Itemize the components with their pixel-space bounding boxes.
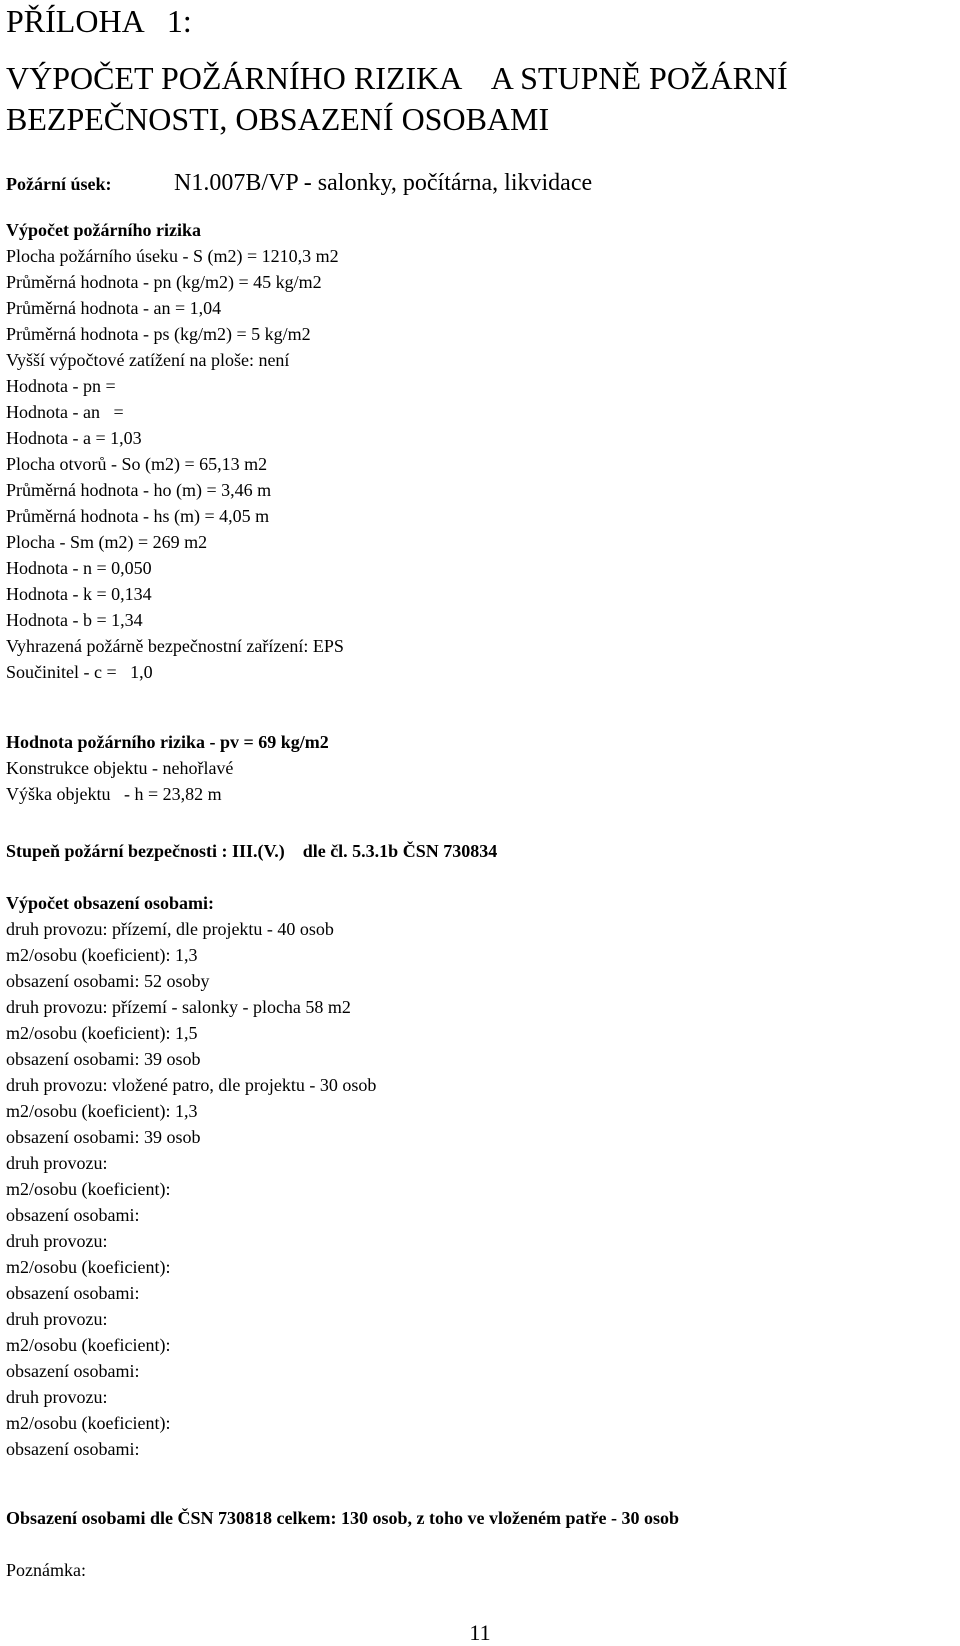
occupancy-line: obsazení osobami: 39 osob: [6, 1127, 201, 1147]
occupancy-line: druh provozu: přízemí, dle projektu - 40 osob: [6, 919, 334, 939]
risk-value: Hodnota požárního rizika - pv = 69 kg/m2: [6, 732, 329, 752]
building-height: Výška objektu - h = 23,82 m: [6, 784, 222, 804]
occupancy-line: m2/osobu (koeficient): 1,3: [6, 945, 198, 965]
risk-line: Plocha požárního úseku - S (m2) = 1210,3 m2: [6, 246, 339, 266]
risk-line: Hodnota - an =: [6, 402, 124, 422]
risk-result: [6, 729, 956, 807]
safety-degree-block: [6, 838, 956, 864]
occupancy-line: druh provozu:: [6, 1387, 108, 1407]
occupancy-line: druh provozu:: [6, 1231, 108, 1251]
fire-section-value: N1.007B/VP - salonky, počítárna, likvidace: [174, 170, 593, 196]
title-line: VÝPOČET POŽÁRNÍHO RIZIKA A STUPNĚ POŽÁRNÍ: [6, 60, 788, 96]
occupancy-line: m2/osobu (koeficient):: [6, 1257, 171, 1277]
risk-line: Hodnota - b = 1,34: [6, 610, 143, 630]
occupancy-line: obsazení osobami: 39 osob: [6, 1049, 201, 1069]
risk-line: Hodnota - pn =: [6, 376, 116, 396]
occupancy-line: druh provozu: přízemí - salonky - plocha 58 m2: [6, 997, 351, 1017]
occupancy-line: druh provozu:: [6, 1309, 108, 1329]
risk-line: Plocha - Sm (m2) = 269 m2: [6, 532, 208, 552]
title-line: BEZPEČNOSTI, OBSAZENÍ OSOBAMI: [6, 101, 550, 137]
risk-line: Průměrná hodnota - ps (kg/m2) = 5 kg/m2: [6, 324, 311, 344]
fire-section-row: [6, 168, 592, 198]
risk-line: Plocha otvorů - So (m2) = 65,13 m2: [6, 454, 268, 474]
risk-line: Vyšší výpočtové zatížení na ploše: není: [6, 350, 290, 370]
risk-line: Hodnota - a = 1,03: [6, 428, 142, 448]
document-title: [6, 58, 956, 140]
occupancy-line: m2/osobu (koeficient):: [6, 1179, 171, 1199]
occupancy-line: m2/osobu (koeficient): 1,5: [6, 1023, 198, 1043]
note-block: [6, 1557, 956, 1583]
occupancy-line: obsazení osobami:: [6, 1283, 140, 1303]
page-number: 11: [469, 1620, 491, 1645]
note-label: Poznámka:: [6, 1560, 86, 1580]
occupancy-line: m2/osobu (koeficient):: [6, 1335, 171, 1355]
occupancy-line: m2/osobu (koeficient): 1,3: [6, 1101, 198, 1121]
occupancy-total: Obsazení osobami dle ČSN 730818 celkem: 130 osob, z toho ve vloženém patře - 30 osob: [6, 1508, 679, 1528]
occupancy-line: m2/osobu (koeficient):: [6, 1413, 171, 1433]
occupancy-heading: Výpočet obsazení osobami:: [6, 893, 214, 913]
risk-line: Vyhrazená požárně bezpečnostní zařízení: EPS: [6, 636, 344, 656]
occupancy-line: obsazení osobami:: [6, 1205, 140, 1225]
annex-title: PŘÍLOHA 1:: [6, 3, 192, 39]
risk-line: Součinitel - c = 1,0: [6, 662, 153, 682]
risk-line: Průměrná hodnota - an = 1,04: [6, 298, 222, 318]
occupancy-line: obsazení osobami:: [6, 1361, 140, 1381]
risk-line: Průměrná hodnota - hs (m) = 4,05 m: [6, 506, 270, 526]
risk-line: Hodnota - n = 0,050: [6, 558, 152, 578]
occupancy-calculation: [6, 890, 956, 1462]
risk-line: Průměrná hodnota - pn (kg/m2) = 45 kg/m2: [6, 272, 322, 292]
safety-degree: Stupeň požární bezpečnosti : III.(V.) dle čl. 5.3.1b ČSN 730834: [6, 841, 498, 861]
risk-calculation-heading: Výpočet požárního rizika: [6, 220, 201, 240]
occupancy-line: druh provozu:: [6, 1153, 108, 1173]
risk-line: Hodnota - k = 0,134: [6, 584, 152, 604]
risk-calculation: [6, 217, 956, 685]
occupancy-line: druh provozu: vložené patro, dle projektu - 30 osob: [6, 1075, 377, 1095]
occupancy-total-block: [6, 1505, 956, 1531]
fire-section-label: Požární úsek:: [6, 174, 112, 194]
occupancy-line: obsazení osobami:: [6, 1439, 140, 1459]
occupancy-line: obsazení osobami: 52 osoby: [6, 971, 210, 991]
construction-type: Konstrukce objektu - nehořlavé: [6, 758, 234, 778]
risk-line: Průměrná hodnota - ho (m) = 3,46 m: [6, 480, 272, 500]
